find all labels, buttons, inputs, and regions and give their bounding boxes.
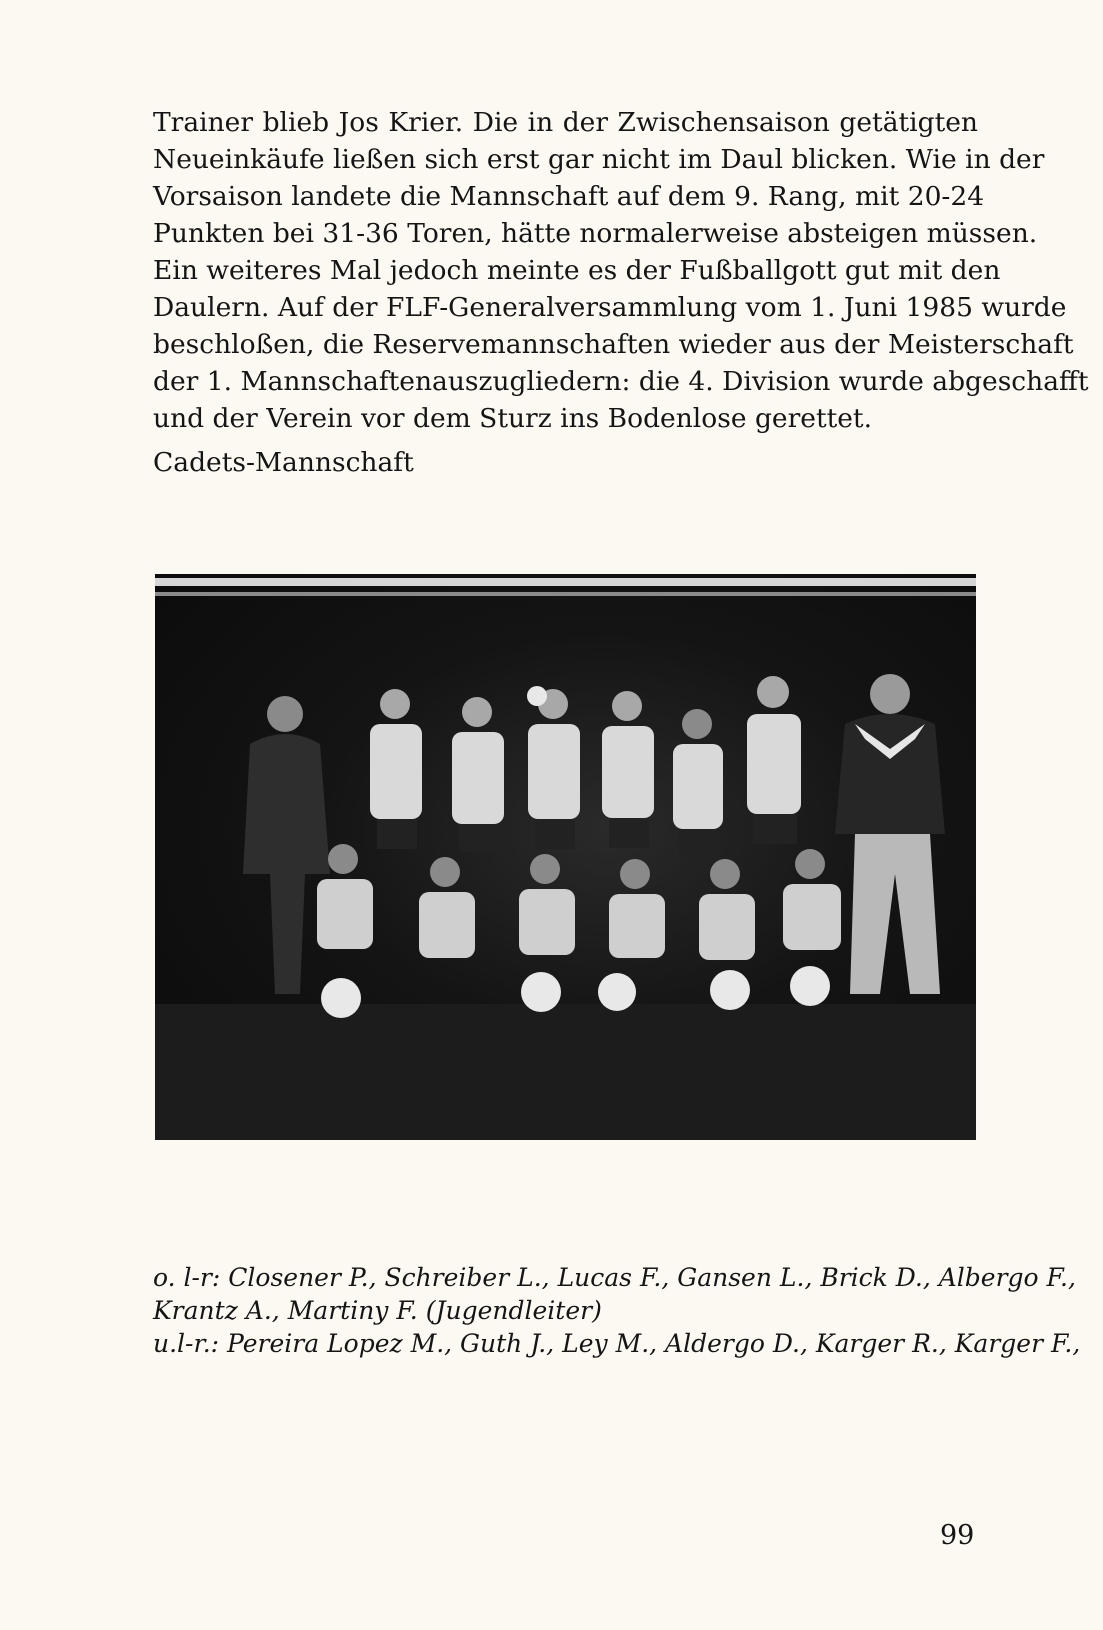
body-line: Daulern. Auf der FLF-Generalversammlung vom 1. Juni 1985 wurde (153, 292, 1067, 323)
body-paragraph (153, 104, 1089, 437)
back-row-players (370, 676, 801, 857)
caption-line-bottom-row: u.l-r.: Pereira Lopez M., Guth J., Ley M., Aldergo D., Karger R., Karger F., (153, 1329, 1081, 1358)
body-line: Ein weiteres Mal jedoch meinte es der Fußballgott gut mit den (153, 255, 1001, 286)
coach-right-figure (835, 674, 945, 994)
body-line: Punkten bei 31-36 Toren, hätte normalerweise absteigen müssen. (153, 218, 1038, 249)
photo-caption (153, 1261, 1080, 1360)
team-photo (155, 574, 976, 1140)
section-heading: Cadets-Mannschaft (153, 447, 414, 478)
body-line: der 1. Mannschaftenauszugliedern: die 4. Division wurde abgeschafft (153, 366, 1089, 397)
team-photo-illustration (155, 574, 976, 1140)
body-line: und der Verein vor dem Sturz ins Bodenlose gerettet. (153, 403, 872, 434)
caption-line-top-row: o. l-r: Closener P., Schreiber L., Lucas F., Gansen L., Brick D., Albergo F., (153, 1263, 1076, 1292)
caption-line-top-row-cont: Krantz A., Martiny F. (Jugendleiter) (153, 1296, 602, 1325)
body-line: Trainer blieb Jos Krier. Die in der Zwischensaison getätigten (153, 107, 978, 138)
body-line: Neueinkäufe ließen sich erst gar nicht im Daul blicken. Wie in der (153, 144, 1045, 175)
page-number: 99 (940, 1520, 975, 1551)
body-line: Vorsaison landete die Mannschaft auf dem 9. Rang, mit 20-24 (153, 181, 985, 212)
body-line: beschloßen, die Reservemannschaften wieder aus der Meisterschaft (153, 329, 1074, 360)
front-row-players (317, 844, 841, 960)
coach-left-figure (243, 696, 330, 994)
